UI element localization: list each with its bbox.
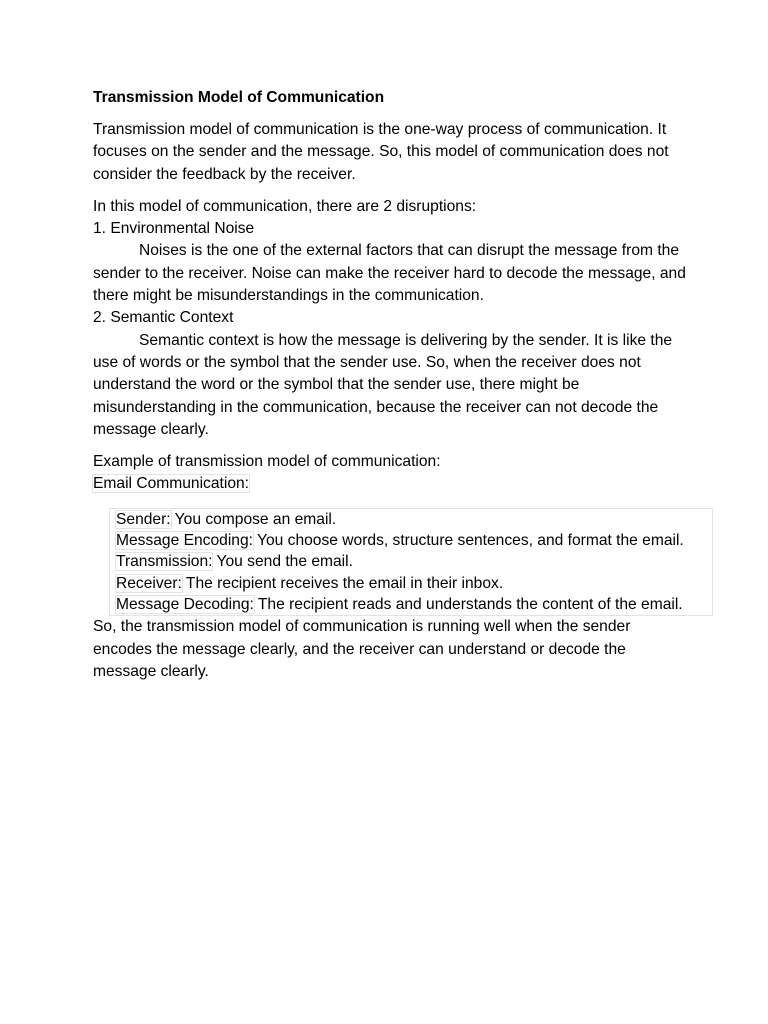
step-item: [116, 551, 708, 572]
example-heading: Example of transmission model of communication:: [93, 453, 441, 471]
step-label: Receiver:: [116, 574, 182, 592]
step-text: You choose words, structure sentences, and format the email.: [252, 532, 684, 550]
step-item: [116, 573, 708, 594]
example-label-line: [93, 473, 693, 495]
intro-paragraph: Transmission model of communication is the one-way process of communication. It focuses on the sender and the message. So, this model of communication does not consider the feedback by the receiver.: [93, 121, 669, 183]
step-label: Message Decoding:: [116, 595, 254, 613]
example-label: Email Communication:: [93, 475, 249, 493]
disruption-text-noise: Noises is the one of the external factors that can disrupt the message from the sender to the receiver. Noise can make the receiver hard to decode the message, and there might be misunderstandings in the communication.: [93, 242, 686, 305]
disruption-body-semantic: [93, 330, 693, 441]
document-body: [93, 87, 693, 683]
disruption-heading-noise: 1. Environmental Noise: [93, 220, 255, 238]
step-item: [116, 530, 708, 551]
step-text: You send the email.: [212, 553, 353, 571]
disruption-heading-semantic: 2. Semantic Context: [93, 309, 234, 327]
step-item: [116, 509, 708, 530]
document-title: Transmission Model of Communication: [93, 89, 385, 106]
disruptions-heading: In this model of communication, there are 2 disruptions:: [93, 197, 477, 215]
step-text: You compose an email.: [170, 510, 337, 528]
step-item: [116, 594, 708, 615]
closing-paragraph: So, the transmission model of communication is running well when the sender encodes the message clearly, and the receiver can understand or decode the message clearly.: [93, 618, 631, 680]
step-text: The recipient reads and understands the content of the email.: [253, 595, 683, 613]
email-steps-box: [109, 508, 713, 616]
disruption-body-noise: [93, 240, 693, 307]
disruption-text-semantic: Semantic context is how the message is delivering by the sender. It is like the use of words or the symbol that the sender use. So, when the receiver does not understand the word or the symbol that the sender use, there might be misunderstanding in the communication, because the receiver can not decode the message clearly.: [93, 331, 673, 438]
step-label: Sender:: [116, 510, 171, 528]
disruptions-section: [93, 196, 693, 441]
step-label: Transmission:: [116, 553, 213, 571]
step-text: The recipient receives the email in their inbox.: [181, 574, 504, 592]
step-label: Message Encoding:: [116, 532, 253, 550]
